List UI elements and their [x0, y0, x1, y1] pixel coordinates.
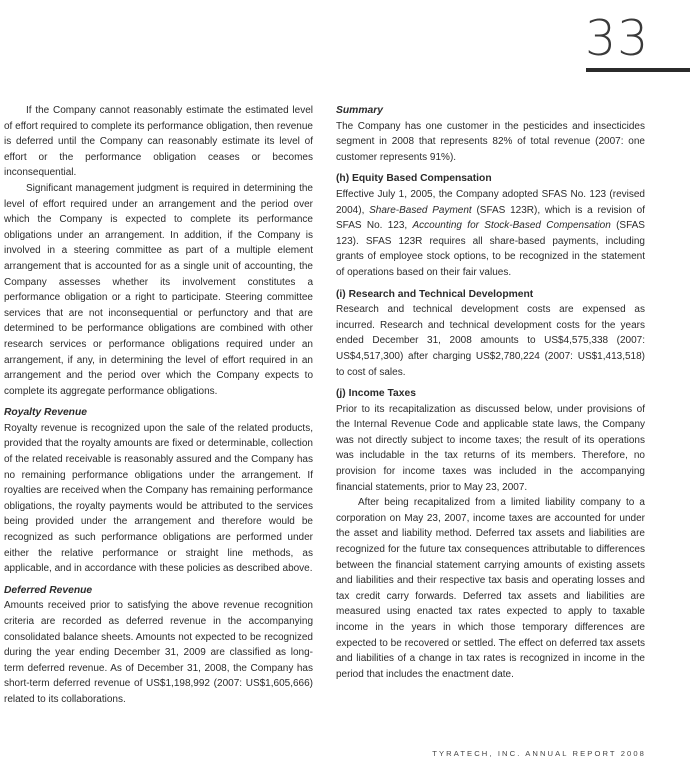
deferred-revenue-body: Amounts received prior to satisfying the above revenue recognition criteria are recorded as deferred revenue in the accompanying consolidated balance sheets. Amounts not expected to be recognized during the year ending December 31, 2009 are classified as long-term deferred revenue. As of December 31, 2008, the Company has short-term deferred revenue of US$1,198,992 (2007: US$1,605,666) related to its collaborations.	[4, 600, 313, 705]
research-development-heading: (i) Research and Technical Development	[336, 288, 534, 300]
equity-italic-accounting-title: Accounting for Stock-Based Compensation	[412, 220, 611, 232]
right-column	[336, 103, 645, 682]
revenue-estimate-paragraph: If the Company cannot reasonably estimate the estimated level of effort required to complete its performance obligation, then revenue is deferred until the Company can reasonably estimate its level of effort or the performance obligation ceases or becomes inconsequential.	[4, 105, 313, 179]
income-taxes-body-2: After being recapitalized from a limited liability company to a corporation on May 23, 2007, income taxes are accounted for under the asset and liability method. Deferred tax assets and liabilities are recognized for the future tax consequences attributable to differences between the financial statement carrying amounts of existing assets and liabilities and their respective tax basis and operating losses and tax credit carry forwards. Deferred tax assets and liabilities are measured using enacted tax rates expected to apply to taxable income in the years in which those temporary differences are expected to be recovered or settled. The effect on deferred tax assets and liabilities of a change in tax rates is recognized in income in the period that includes the enactment date.	[336, 497, 645, 680]
royalty-revenue-heading: Royalty Revenue	[4, 407, 87, 419]
equity-text-1: Effective July 1, 2005, the Company adopted SFAS No. 123 (revised 2004),	[336, 188, 645, 216]
left-column	[4, 103, 313, 708]
summary-body: The Company has one customer in the pesticides and insecticides segment in 2008 that represents 82% of total revenue (2007: one customer represents 91%).	[336, 120, 645, 163]
summary-heading: Summary	[336, 105, 383, 116]
income-taxes-body-1: Prior to its recapitalization as discussed below, under provisions of the Internal Revenue Code and applicable state laws, the Company was not directly subject to income taxes; the result of its operations was includable in the tax returns of its members. Therefore, no provision for income taxes was included in the accompanying financial statements, prior to May 23, 2007.	[336, 403, 645, 493]
equity-text-3: (SFAS 123). SFAS 123R requires all share-based payments, including grants of employee stock options, to be recognized in the statement of operations based on their fair values.	[336, 220, 645, 278]
equity-text-2: (SFAS 123R), which is a revision of SFAS No. 123,	[336, 204, 645, 232]
page-number-rule	[586, 68, 690, 72]
royalty-revenue-body: Royalty revenue is recognized upon the sale of the related products, provided that the royalty amounts are fixed or determinable, collection of the related receivable is reasonably assured and the Company has no remaining performance obligations under the arrangement. If royalties are received when the Company has remaining performance obligations, the royalty payments would be attributed to the services being provided under the arrangement and therefore would be recognized as such performance obligations are performed under either the relative performance or straight line methods, as applicable, and in accordance with these policies as described above.	[4, 422, 313, 575]
footer-report-title: TYRATECH, INC. ANNUAL REPORT 2008	[432, 749, 646, 758]
equity-compensation-body	[336, 187, 645, 281]
management-judgment-paragraph: Significant management judgment is required in determining the level of effort required under an arrangement and the period over which the Company is expected to complete its performance obligations under an arrangement. In addition, if the Company is involved in a steering committee as part of a multiple element arrangement that is accounted for as a single unit of accounting, the Company assesses whether its involvement constitutes a performance obligation or a right to participate. Steering committee services that are not inconsequential or perfunctory and that are determined to be performance obligations are combined with other research services or performance obligations required under an arrangement, if any, in determining the level of effort required in an arrangement and the period over which the Company expects to complete its aggregate performance obligations.	[4, 182, 313, 397]
deferred-revenue-heading: Deferred Revenue	[4, 584, 93, 596]
research-development-body: Research and technical development costs are expensed as incurred. Research and technical development costs for the years ended December 31, 2008 amounts to US$4,575,338 (2007: US$4,517,300) after charging US$2,780,224 (2007: US$1,413,518) to cost of sales.	[336, 304, 645, 378]
page-number: 33	[585, 10, 650, 67]
income-taxes-heading: (j) Income Taxes	[336, 388, 416, 400]
equity-compensation-heading: (h) Equity Based Compensation	[336, 173, 492, 185]
equity-italic-share-based-payment: Share-Based Payment	[369, 204, 472, 216]
